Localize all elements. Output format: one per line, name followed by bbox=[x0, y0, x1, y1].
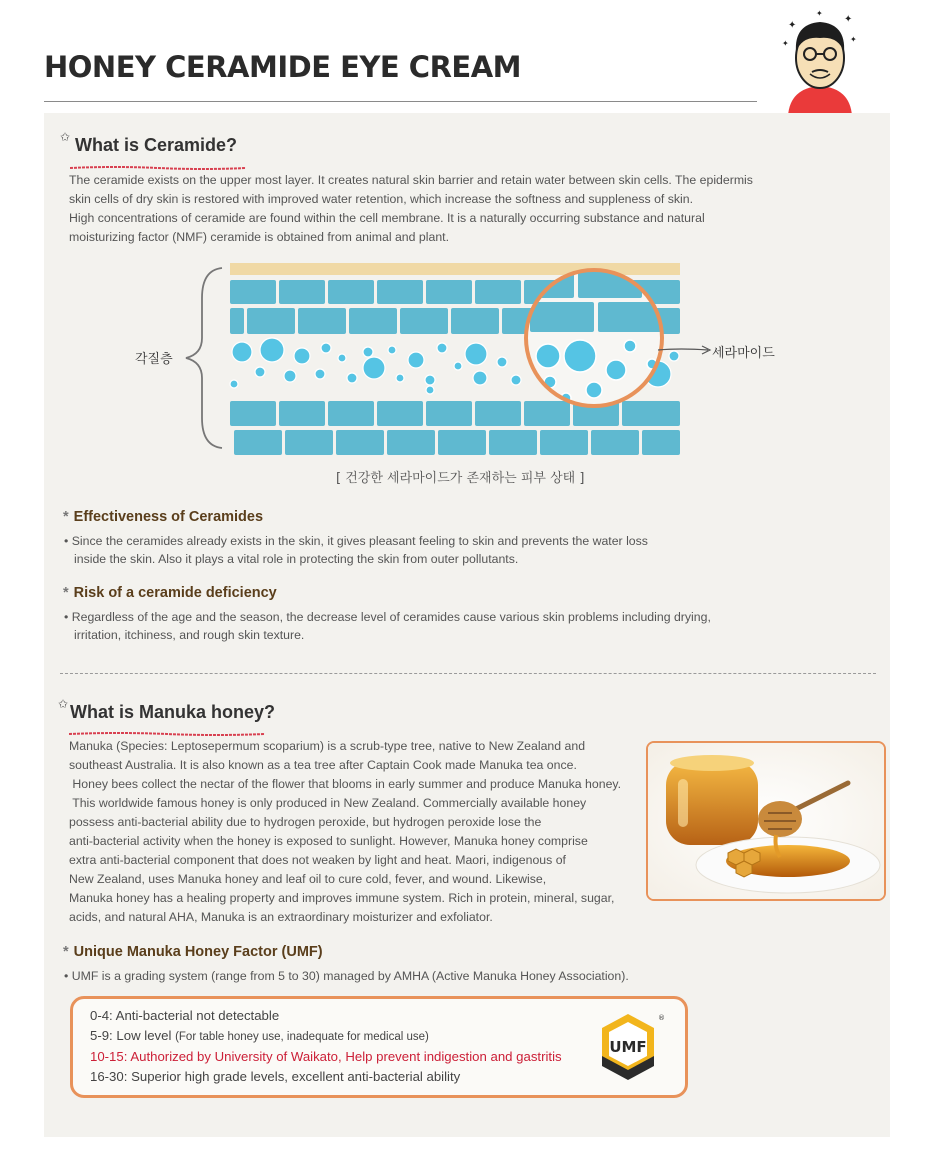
manuka-paragraph bbox=[69, 737, 649, 927]
heading-underline bbox=[70, 157, 246, 160]
arrow-icon bbox=[658, 349, 708, 350]
svg-text:✦: ✦ bbox=[844, 14, 853, 25]
bullet-text: inside the skin. Also it plays a vital role in protecting the skin from outer pollutants. bbox=[74, 552, 519, 566]
star-icon: ✩ bbox=[60, 130, 71, 144]
stratum-corneum-label: 각질층 bbox=[135, 352, 173, 367]
honey-jar-photo bbox=[646, 741, 886, 901]
registered-mark: ® bbox=[658, 1014, 665, 1022]
umf-levels bbox=[90, 1006, 600, 1087]
umf-level-text: Low level bbox=[116, 1028, 172, 1043]
effectiveness-heading-text: Effectiveness of Ceramides bbox=[73, 509, 264, 525]
paragraph-line: possess anti-bacterial ability due to hydrogen peroxide, but hydrogen peroxide lose the bbox=[69, 815, 542, 829]
section-divider bbox=[60, 673, 876, 674]
paragraph-line: Honey bees collect the nectar of the flower that blooms in early summer and produce Manuka honey. bbox=[69, 777, 622, 791]
bullet-line: • Regardless of the age and the season, the decrease level of ceramides cause various skin problems including drying, bbox=[64, 610, 711, 624]
umf-level-row bbox=[90, 1026, 600, 1047]
paragraph-line: Manuka (Species: Leptosepermum scoparium) is a scrub-type tree, native to New Zealand and bbox=[69, 739, 586, 753]
umf-range: 16-30: bbox=[90, 1069, 128, 1084]
paragraph-line: The ceramide exists on the upper most layer. It creates natural skin barrier and retain water between skin cells. The epidermis bbox=[69, 173, 753, 187]
umf-range: 0-4: bbox=[90, 1008, 113, 1023]
paragraph-line: acids, and natural AHA, Manuka is an extraordinary moisturizer and exfoliator. bbox=[69, 910, 493, 924]
bullet-text: Since the ceramides already exists in the skin, it gives pleasant feeling to skin and prevents the water loss bbox=[71, 534, 648, 548]
paragraph-line: New Zealand, uses Manuka honey and leaf oil to cure cold, fever, and wound. Likewise, bbox=[69, 872, 547, 886]
bullet-line: • Since the ceramides already exists in the skin, it gives pleasant feeling to skin and prevents the water loss bbox=[64, 534, 648, 548]
manuka-heading: What is Manuka honey? bbox=[70, 702, 276, 722]
bullet-text: irritation, itchiness, and rough skin texture. bbox=[74, 628, 305, 642]
umf-range: 10-15: bbox=[90, 1049, 128, 1064]
umf-level-row bbox=[90, 1006, 600, 1026]
mascot-face-icon bbox=[780, 8, 860, 116]
paragraph-line: anti-bacterial activity when the honey is exposed to sunlight. However, Manuka honey comprise bbox=[69, 834, 588, 848]
heading-underline bbox=[69, 723, 265, 726]
umf-heading-text: Unique Manuka Honey Factor (UMF) bbox=[73, 944, 323, 960]
page-title: HONEY CERAMIDE EYE CREAM bbox=[44, 50, 522, 84]
bullet-text: Regardless of the age and the season, the decrease level of ceramides cause various skin problems including drying, bbox=[71, 610, 711, 624]
risk-heading: * Risk of a ceramide deficiency bbox=[63, 585, 277, 601]
effectiveness-heading: * Effectiveness of Ceramides bbox=[63, 509, 264, 525]
umf-range: 5-9: bbox=[90, 1028, 113, 1043]
ceramide-label: 세라마이드 bbox=[712, 346, 775, 361]
diagram-caption: [ 건강한 세라마이드가 존재하는 피부 상태 ] bbox=[336, 471, 585, 486]
umf-badge-icon bbox=[596, 1010, 666, 1084]
title-underline bbox=[44, 101, 757, 102]
umf-level-note: (For table honey use, inadequate for medical use) bbox=[175, 1031, 429, 1043]
paragraph-line: moisturizing factor (NMF) ceramide is obtained from animal and plant. bbox=[69, 230, 449, 244]
risk-bullet bbox=[64, 608, 824, 644]
effectiveness-bullet bbox=[64, 532, 764, 568]
bullet-text: UMF is a grading system (range from 5 to 30) managed by AMHA (Active Manuka Honey Association). bbox=[71, 969, 629, 983]
ceramide-heading: What is Ceramide? bbox=[75, 135, 238, 155]
umf-level-text: Authorized by University of Waikato, Help prevent indigestion and gastritis bbox=[130, 1049, 562, 1064]
star-icon: ✩ bbox=[58, 697, 69, 711]
paragraph-line: This worldwide famous honey is only produced in New Zealand. Commercially available honey bbox=[69, 796, 587, 810]
bullet-line bbox=[64, 550, 764, 568]
svg-text:✦: ✦ bbox=[816, 9, 823, 18]
svg-text:✦: ✦ bbox=[782, 39, 789, 48]
ceramide-paragraph bbox=[69, 171, 789, 247]
paragraph-line: skin cells of dry skin is restored with improved water retention, which increase the softness and suppleness of skin. bbox=[69, 192, 694, 206]
umf-level-text: Anti-bacterial not detectable bbox=[115, 1008, 280, 1023]
paragraph-line: Manuka honey has a healing property and improves immune system. Rich in protein, mineral, sugar, bbox=[69, 891, 615, 905]
risk-heading-text: Risk of a ceramide deficiency bbox=[73, 585, 277, 601]
paragraph-line: High concentrations of ceramide are found within the cell membrane. It is a naturally occurring substance and natural bbox=[69, 211, 705, 225]
umf-level-row bbox=[90, 1067, 600, 1087]
brace-icon bbox=[186, 268, 222, 448]
umf-heading: * Unique Manuka Honey Factor (UMF) bbox=[63, 944, 323, 960]
svg-text:✦: ✦ bbox=[788, 20, 797, 31]
umf-logo-text: UMF bbox=[609, 1038, 647, 1056]
paragraph-line: extra anti-bacterial component that does not weaken by light and heat. Maori, indigenous of bbox=[69, 853, 566, 867]
bullet-line bbox=[64, 626, 824, 644]
svg-text:✦: ✦ bbox=[850, 35, 857, 44]
umf-level-text: Superior high grade levels, excellent anti-bacterial ability bbox=[131, 1069, 461, 1084]
paragraph-line: southeast Australia. It is also known as a tea tree after Captain Cook made Manuka tea once. bbox=[69, 758, 577, 772]
umf-bullet: • UMF is a grading system (range from 5 to 30) managed by AMHA (Active Manuka Honey Association). bbox=[64, 969, 629, 983]
skin-layer-diagram bbox=[130, 258, 780, 458]
umf-level-row-highlight bbox=[90, 1047, 600, 1067]
